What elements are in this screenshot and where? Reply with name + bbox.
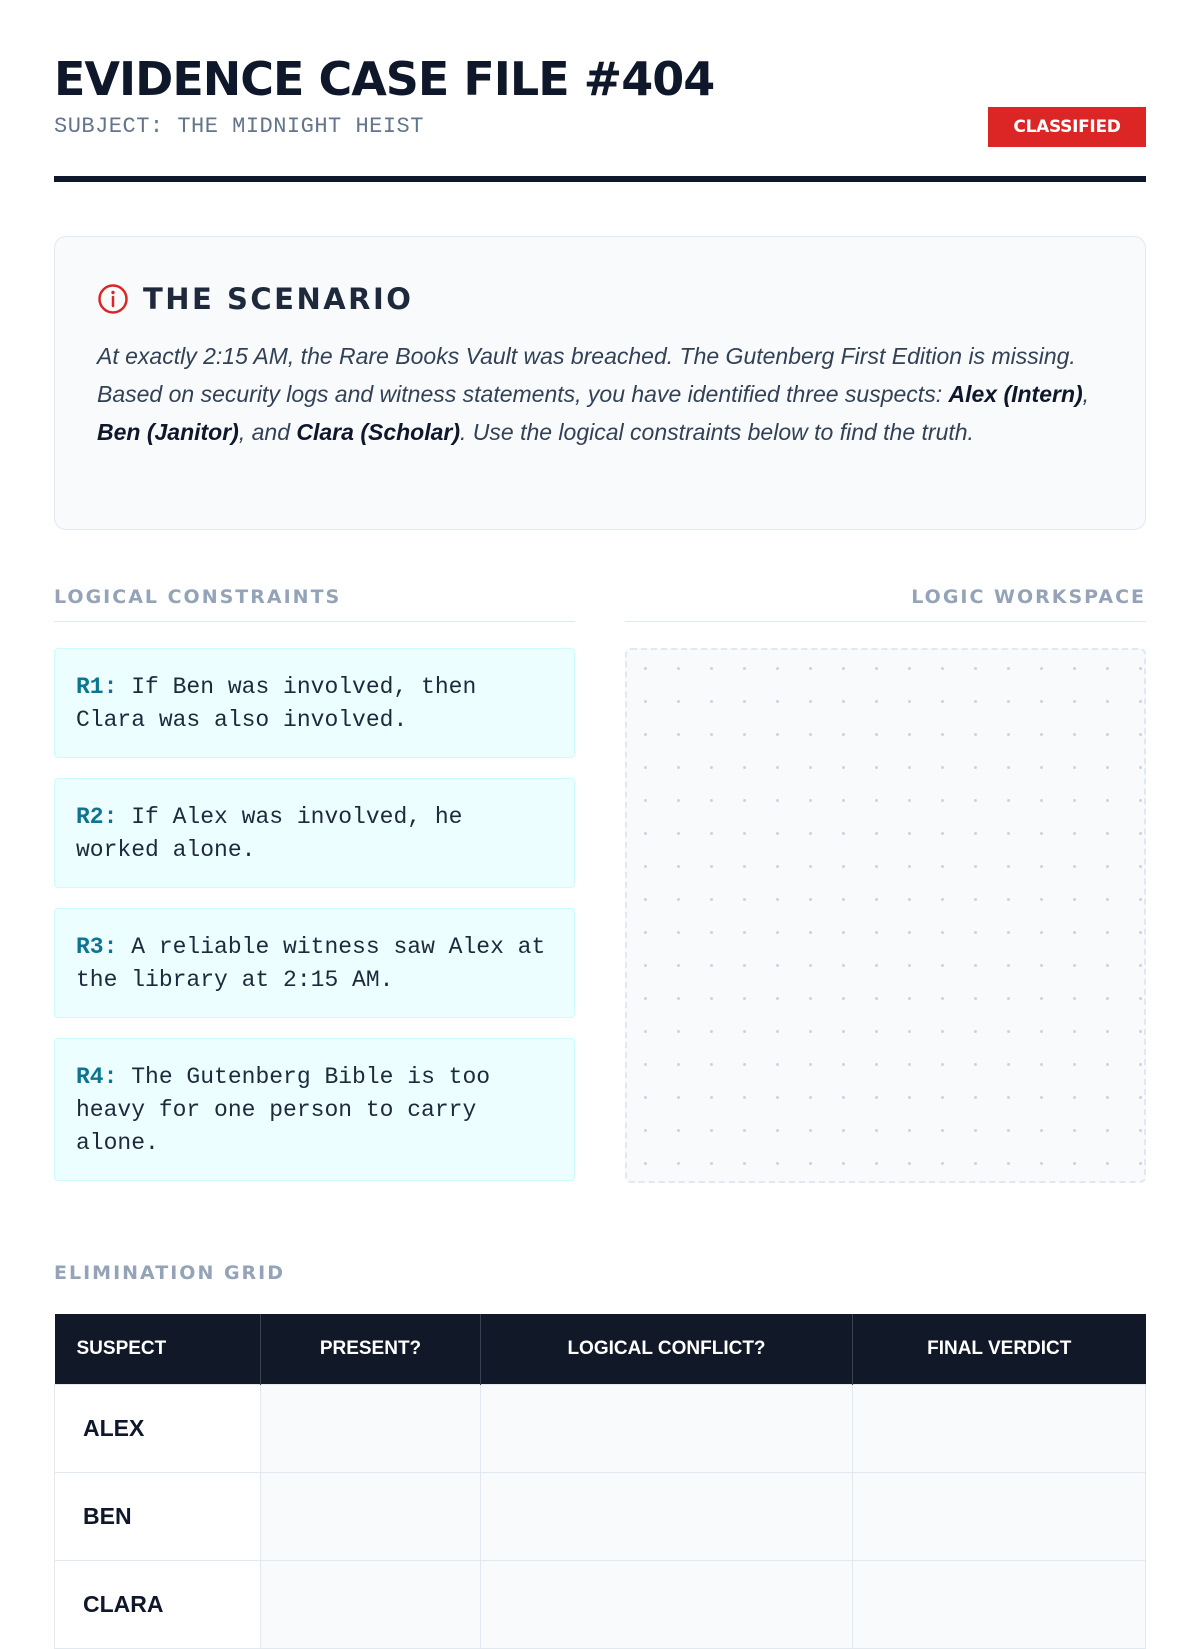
- logic-workspace-area[interactable]: [625, 648, 1146, 1183]
- suspect-ben: Ben (Janitor): [97, 419, 239, 445]
- workspace-label: LOGIC WORKSPACE: [625, 582, 1146, 622]
- rule-text: The Gutenberg Bible is too heavy for one person to carry alone.: [76, 1064, 491, 1156]
- suspect-clara: Clara (Scholar): [296, 419, 460, 445]
- suspect-alex: Alex (Intern): [948, 381, 1083, 407]
- workspace-column: [625, 582, 1146, 1183]
- rule-card: [54, 778, 575, 888]
- rule-id: R2:: [76, 804, 118, 830]
- suspect-name: CLARA: [55, 1560, 261, 1648]
- column-header-verdict: FINAL VERDICT: [853, 1314, 1146, 1384]
- scenario-separator: ,: [1082, 381, 1090, 407]
- constraints-column: [54, 582, 575, 1181]
- conflict-cell[interactable]: [481, 1384, 853, 1472]
- rule-card: [54, 908, 575, 1018]
- verdict-cell[interactable]: [853, 1384, 1146, 1472]
- elimination-grid-label: ELIMINATION GRID: [54, 1262, 286, 1284]
- rule-id: R3:: [76, 934, 118, 960]
- page-title: EVIDENCE CASE FILE #404: [54, 52, 715, 106]
- rule-text: A reliable witness saw Alex at the library at 2:15 AM.: [76, 934, 546, 993]
- rule-id: R1:: [76, 674, 118, 700]
- conflict-cell[interactable]: [481, 1560, 853, 1648]
- verdict-cell[interactable]: [853, 1472, 1146, 1560]
- grid-header-row: [55, 1314, 1146, 1384]
- table-row: [55, 1384, 1146, 1472]
- present-cell[interactable]: [261, 1384, 481, 1472]
- scenario-text-part: . Use the logical constraints below to find the truth.: [460, 419, 974, 445]
- case-header: [54, 0, 1146, 182]
- scenario-separator: , and: [238, 419, 297, 445]
- scenario-text-part: At exactly 2:15 AM, the Rare Books Vault was breached. The Gutenberg First Edition is missing. Based on security logs and witness statements, you have identified three suspects:: [97, 343, 1076, 407]
- present-cell[interactable]: [261, 1560, 481, 1648]
- constraints-label: LOGICAL CONSTRAINTS: [54, 582, 575, 622]
- scenario-text: [97, 337, 1103, 451]
- present-cell[interactable]: [261, 1472, 481, 1560]
- scenario-title: THE SCENARIO: [143, 282, 414, 316]
- rule-card: [54, 648, 575, 758]
- constraints-workspace-row: [54, 582, 1146, 1192]
- scenario-header: [97, 279, 1103, 319]
- scenario-card: [54, 236, 1146, 530]
- table-row: [55, 1560, 1146, 1648]
- suspect-name: ALEX: [55, 1384, 261, 1472]
- elimination-grid-section: [54, 1262, 1146, 1649]
- conflict-cell[interactable]: [481, 1472, 853, 1560]
- verdict-cell[interactable]: [853, 1560, 1146, 1648]
- table-row: [55, 1472, 1146, 1560]
- column-header-present: PRESENT?: [261, 1314, 481, 1384]
- column-header-conflict: LOGICAL CONFLICT?: [481, 1314, 853, 1384]
- column-header-suspect: SUSPECT: [55, 1314, 261, 1384]
- info-icon: [97, 283, 129, 315]
- classified-badge: CLASSIFIED: [988, 107, 1146, 147]
- rule-id: R4:: [76, 1064, 118, 1090]
- page-subtitle: SUBJECT: THE MIDNIGHT HEIST: [54, 114, 424, 139]
- suspect-name: BEN: [55, 1472, 261, 1560]
- rule-card: [54, 1038, 575, 1181]
- rule-text: If Ben was involved, then Clara was also involved.: [76, 674, 477, 733]
- rule-text: If Alex was involved, he worked alone.: [76, 804, 463, 863]
- elimination-grid: [54, 1314, 1146, 1649]
